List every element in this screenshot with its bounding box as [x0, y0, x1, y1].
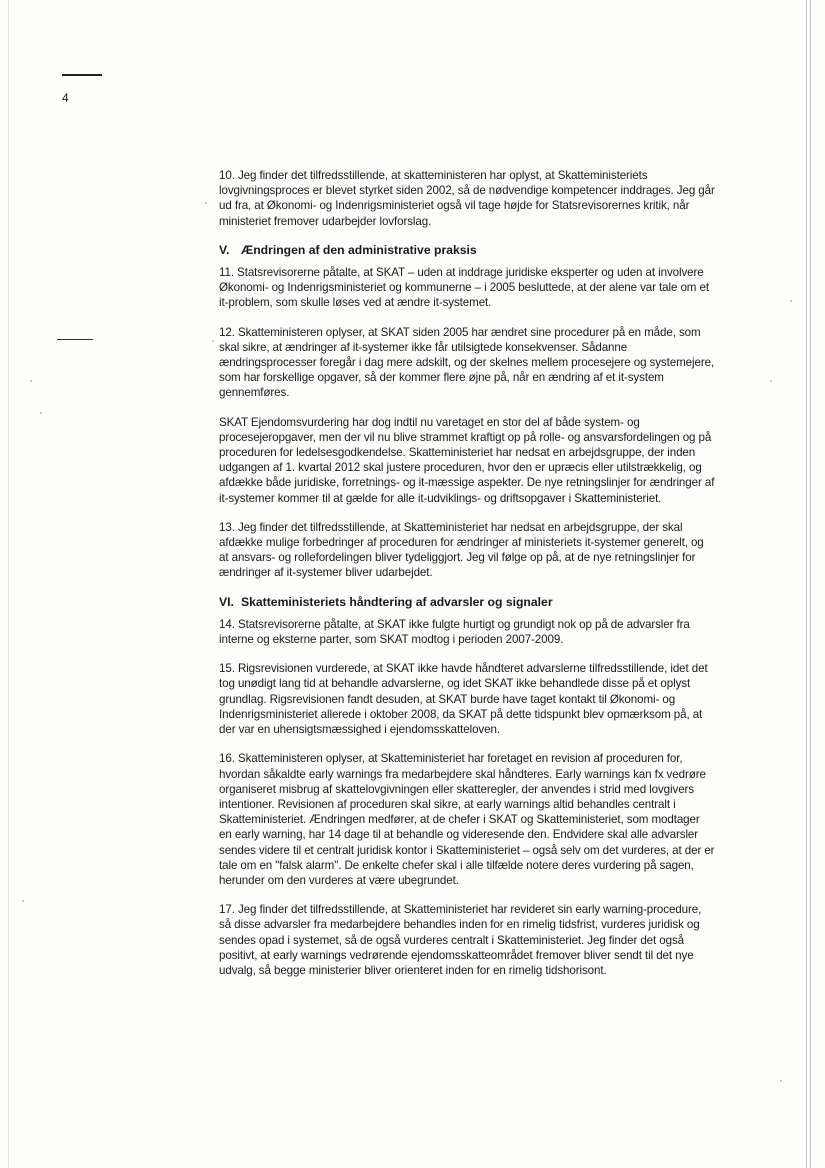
paragraph-13: 13. Jeg finder det tilfredsstillende, at Skatteministeriet har nedsat en arbejdsgruppe, der skal afdække mulige forbedringer af proceduren for ændringer af ministeriets it-systemer generelt, og at ansvars- og rollefordelingen bliver tydeliggjort. Jeg vil følge op på, at de nye retningslinjer for ændringer af it-systemer bliver udarbejdet. — [219, 520, 704, 580]
section-number: V. — [219, 242, 230, 257]
scan-speck — [40, 412, 42, 414]
section-title: Ændringen af den administrative praksis — [241, 242, 477, 257]
scan-speck — [22, 900, 24, 902]
paragraph-12: 12. Skatteministeren oplyser, at SKAT siden 2005 har ændret sine procedurer på en måde, som skal sikre, at ændringer af it-systemer ikke får utilsigtede konsekvenser. Sådanne ændringsprocesser foregår i dag mere adskilt, og der skelnes mellem procesejere og systemejere, som har forskellige opgaver, så der kommer flere øjne på, når en ændring af et it-system gennemføres. — [219, 325, 715, 400]
scan-speck — [790, 300, 792, 302]
margin-rule — [57, 339, 93, 340]
paragraph-15: 15. Rigsrevisionen vurderede, at SKAT ikke havde håndteret advarslerne tilfredsstillende, idet det tog unødigt lang tid at behandle advarslerne, og idet SKAT ikke behandlede disse på et oplyst grundlag. Rigsrevisionen fandt desuden, at SKAT burde have taget kontakt til Økonomi- og Indenrigsministeriet allerede i oktober 2008, da SKAT på dette tidspunkt blev opmærksom på, at der var en uhensigtsmæssighed i ejendomsskatteloven. — [219, 662, 708, 737]
paragraph-10: 10. Jeg finder det tilfredsstillende, at skatteministeren har oplyst, at Skatteministeriets lovgivningsproces er blevet styrket siden 2002, så de nødvendige kompetencer inddrages. Jeg går ud fra, at Økonomi- og Indenrigsministeriet også vil tage højde for Statsrevisorernes kritik, når ministeriet fremover udarbejder lovforslag. — [219, 169, 715, 228]
scan-speck — [212, 340, 214, 342]
scan-edge-line — [806, 0, 807, 1168]
section-heading-vi — [219, 595, 715, 610]
section-title: Skatteministeriets håndtering af advarsler og signaler — [241, 594, 553, 609]
paragraph-17: 17. Jeg finder det tilfredsstillende, at Skatteministeriet har revideret sin early warning-procedure, så disse advarsler fra medarbejdere behandles inden for en rimelig tidsfrist, vurderes juridisk og sendes opad i systemet, så de også vurderes centralt i Skatteministeriet. Jeg finder det også positivt, at early warnings vedrørende ejendomsskatteområdet fremover bliver sendt til det nye udvalg, så begge ministerier bliver orienteret inden for en rimelig tidshorisont. — [219, 903, 702, 977]
paragraph-16: 16. Skatteministeren oplyser, at Skatteministeriet har foretaget en revision af proceduren for, hvordan såkaldte early warnings fra medarbejdere skal håndteres. Early warnings kan fx vedrøre organiseret misbrug af skattelovgivningen eller skatteregler, der anvendes i strid med lovgivers intentioner. Revisionen af proceduren skal sikre, at early warnings altid behandles centralt i Skatteministeriet. Ændringen medfører, at de chefer i SKAT og Skatteministeriet, som modtager en early warning, har 14 dage til at behandle og videresende den. Endvidere skal alle advarsler sendes videre til et centralt juridisk kontor i Skatteministeriet – også selv om det vurderes, at der er tale om en "falsk alarm". De enkelte chefer skal i alle tilfælde notere deres vurdering på sagen, herunder om den vurderes at være ubegrundet. — [219, 752, 715, 887]
scan-edge-line — [810, 0, 811, 1168]
section-number: VI. — [219, 594, 234, 609]
page-number: 4 — [62, 91, 69, 105]
scan-speck — [780, 1080, 782, 1082]
paragraph-14: 14. Statsrevisorerne påtalte, at SKAT ikke fulgte hurtigt og grundigt nok op på de advarsler fra interne og eksterne parter, som SKAT modtog i perioden 2007-2009. — [219, 617, 690, 647]
scan-speck — [205, 202, 207, 204]
header-rule — [62, 74, 102, 76]
paragraph-11: 11. Statsrevisorerne påtalte, at SKAT – uden at inddrage juridiske eksperter og uden at involvere Økonomi- og Indenrigsministeriet og kommunerne – i 2005 besluttede, at der alene var tale om et it-problem, som skulle løses ved at ændre it-systemet. — [219, 266, 709, 310]
scan-speck — [770, 380, 772, 382]
scan-speck — [30, 380, 32, 382]
section-heading-v — [219, 243, 715, 258]
scan-edge-line — [8, 0, 9, 1168]
body-text — [219, 168, 715, 992]
paragraph-12-continued: SKAT Ejendomsvurdering har dog indtil nu varetaget en stor del af både system- og procesejeropgaver, men der vil nu blive strammet kraftigt op på rolle- og ansvarsfordelingen og på proceduren for ledelsesgodkendelse. Skatteministeriet har nedsat en arbejdsgruppe, der inden udgangen af 1. kvartal 2012 skal justere proceduren, hvor den er upræcis eller utilstrækkelig, og afdække både juridiske, forretnings- og it-mæssige aspekter. De nye retningslinjer for ændringer af it-systemer kommer til at gælde for alle it-udviklings- og driftsopgaver i Skatteministeriet. — [219, 415, 715, 505]
